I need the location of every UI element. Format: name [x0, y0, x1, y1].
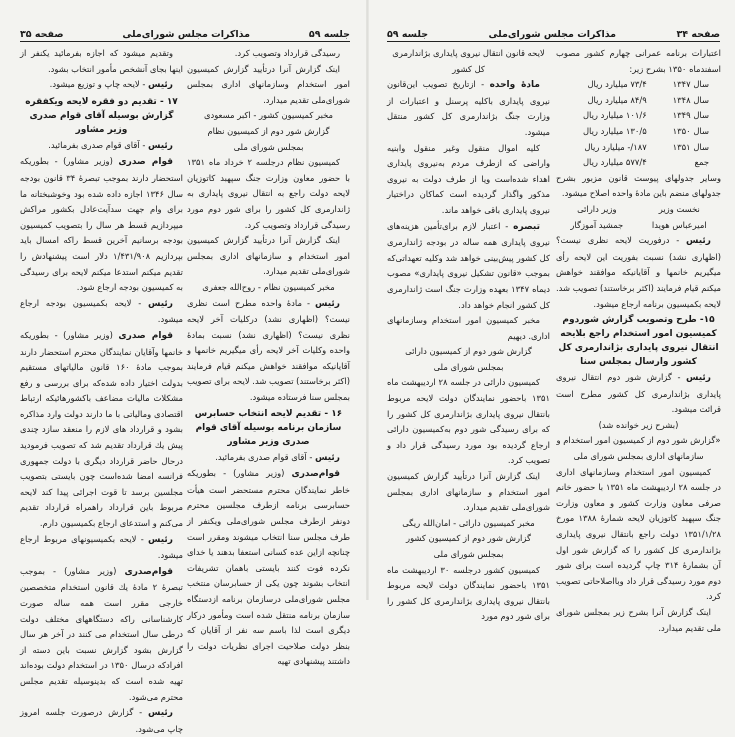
- page-35: [0, 0, 367, 734]
- budget-row: [556, 155, 721, 171]
- speaker-name: رئیس: [315, 452, 340, 463]
- agenda-heading: [20, 95, 183, 137]
- speaker-name: قوام‌صدری: [291, 469, 340, 480]
- paragraph-text: گزارش شور دوم از کمیسیون کشور: [406, 533, 531, 544]
- centered-line: [387, 516, 550, 532]
- paragraph: [387, 469, 550, 516]
- paragraph: [20, 46, 183, 77]
- paragraph-text: مخبر کمیسیون نظام - روح‌الله جعفری: [202, 281, 335, 292]
- speaker-name: رئیس: [315, 298, 340, 309]
- budget-amount: ۱۸۷/- میلیارد ریال: [584, 141, 647, 152]
- text-column-left: [387, 46, 550, 625]
- speaker-paragraph: [387, 219, 550, 314]
- speaker-name: رئیس: [148, 140, 173, 151]
- paragraph-text: (وزیر مشاور) - بطوریکه خاطر نمایندگان محترم مستحضر است هیأت حسابرسی برنامه ازطرف مجلسین محترم دونفر ازطرف مجلس شورای‌ملی ویکنفر از طرف مجلس سنا انتخاب میشوند ومقرر است چنانچه ازاین عده کسانی استعفا بدهند یا خدای نکرده فوت کنند بایستی باهمان تشریفات انتخاب بشوند چون یکی از حسابرسان منتخب مجلس شورای‌ملی درسازمان برنامه ازدستگاه سازمان برنامه منتقل شده است ومأمور درکار دیگری است لذا باسم سه نفر از آقایان که بنظر دولت صلاحیت اجرای نظریات دولت را داشتند پیشنهادی تهیه: [187, 468, 350, 667]
- paragraph-text: مخبر کمیسیون امور استخدام وسازمانهای اداری. دیهیم: [387, 315, 550, 341]
- budget-year: سال ۱۳۵۰: [672, 125, 709, 136]
- speaker-name: قوام صدری: [118, 330, 173, 341]
- budget-amount: ۸۴/۹ میلیارد ریال: [587, 94, 647, 105]
- paragraph-text: لایحه قانون انتقال نیروی پایداری بژاندارمری کل کشور: [392, 48, 545, 74]
- signatures: [556, 202, 721, 233]
- paragraph-text: - لایحه بکمیسیون بودجه ارجاع میشود.: [20, 297, 183, 325]
- text-column-right: [187, 46, 350, 670]
- speaker-paragraph: [387, 77, 550, 140]
- budget-amount: ۷۳/۴ میلیارد ریال: [587, 79, 647, 90]
- centered-line: [387, 344, 550, 360]
- speaker-name: رئیس: [686, 373, 711, 384]
- signatory-title: نخست وزیر: [658, 203, 700, 214]
- budget-amount: ۱۰۱/۶ میلیارد ریال: [582, 110, 647, 121]
- text-column-left: [20, 46, 183, 737]
- paragraph-text: (وزیر مشاور) - بطوریکه خانمها وآقایان نمایندگان محترم استحضار دارند بموجب مادهٔ ۱۶۰ قانون مالیاتهای مستقیم بدولت اختیار داده شده‌که برای بررسی و رفع مشکلات مالیات مضاعف باکشورهائیکه ارتباط اقتصادی ومالیاتی با ما دارند دولت وارد مذاکره بشود و قرارداد های لازم را منعقد سازد چندی پیش یك قرارداد تقدیم شد که تصویب فرمودید درحال حاضر قرارداد دیگری با دولت جمهوری فرانسه امضا شده‌است چون بایستی بتصویب مجلسین برسد تا قوت اجرائی پیدا کند لایحه مربوط باین قرارداد راهمراه قرارداد تقدیم می‌کنم و استدعای ارجاع بکمیسیون دارم.: [20, 329, 183, 529]
- signature-block: [652, 202, 707, 233]
- text-column-right: [556, 46, 721, 636]
- paragraph-text: - لایحه چاپ و توزیع میشود.: [49, 79, 149, 90]
- paragraph-text: - گزارش درصورت جلسه امروز چاپ می‌شود.: [20, 707, 183, 734]
- budget-year: سال ۱۳۴۸: [672, 94, 709, 105]
- paragraph-text: وتقدیم میشود که اجازه بفرمائید یکنفر از اینها بجای آنشخص مأمور انتخاب بشود.: [20, 48, 183, 74]
- paragraph-text: اینک گزارش آنرا بشرح زیر بمجلس شورای ملی تقدیم میدارد.: [556, 607, 721, 633]
- paragraph-text: گزارش شور دوم از کمیسیون دارائی: [405, 346, 532, 357]
- paragraph-text: - ازتاریخ تصویب این‌قانون نیروی پایداری باکلیه پرسنل و اعتبارات از وزارت جنگ بژاندارمری کل کشور منتقل میشود.: [387, 79, 550, 137]
- speaker-paragraph: [556, 233, 721, 312]
- budget-intro: اعتبارات برنامه عمرانی چهارم کشور مصوب اسفندماه ۱۳۵۰ بشرح زیر:: [556, 48, 721, 74]
- speaker-paragraph: [20, 705, 183, 737]
- centered-line: [387, 547, 550, 563]
- paragraph-text: گزارش شور دوم از کمیسیون نظام: [207, 125, 330, 136]
- paragraph-text: بمجلس شورای ملی: [233, 141, 304, 152]
- speaker-name: مادهٔ واحده: [489, 80, 541, 91]
- speaker-paragraph: [20, 532, 183, 564]
- agenda-heading: [556, 313, 721, 369]
- paragraph-text: ۱۵- طرح وتصویب گزارش شوردوم کمیسیون امور استخدام راجع بلایحه انتقال نیروی پایداری بژاندارمری کل کشور وارسال بمجلس سنا: [558, 315, 719, 368]
- paragraph-text: مخبر کمیسیون کشور - اکبر مسعودی: [203, 110, 334, 121]
- speaker-paragraph: [20, 77, 183, 94]
- signatory-title: وزیر دارائی: [577, 203, 617, 214]
- paragraph-text: (بشرح زیر خوانده شد): [598, 419, 679, 430]
- paragraph-text: - مادهٔ واحده مطرح است نظری نیست؟ (اظهاری نشد) درکلیات آخر لایحه نظری نیست؟ (اظهاری نشد) نسبت بمادهٔ واحده وکلیات آخر لایحه رأی میگیریم خانمها و آقایانیکه موافقند خواهش میکنم قیام فرمایند (اکثر برخاستند) تصویب شد. لایحه برای تصویب بمجلس سنا فرستاده میشود.: [187, 297, 350, 403]
- page-header: [20, 28, 350, 42]
- paragraph: [187, 62, 350, 109]
- budget-year: جمع: [694, 157, 709, 168]
- speaker-paragraph: [556, 370, 721, 418]
- speaker-paragraph: [20, 564, 183, 705]
- paragraph: [556, 465, 721, 605]
- paragraph: [187, 46, 350, 62]
- paragraph-text: - گزارش شور دوم انتقال نیروی پایداری بژاندارمری کل کشور مطرح است قرائت میشود.: [556, 372, 721, 415]
- paragraph-text: (وزیر مشاور) - بموجب تبصرهٔ ۲ مادهٔ یك قانون استخدام متخصصین خارجی مقرر است همه ساله صورت کارشناسانی راکه دستگاههای مختلف دولت درطی سال استخدام می کنند در آخر هر سال گزارش بشود گزارش نسبت باین دسته از افرادکه درسال ۱۳۵۰ در استخدام دولت بوده‌اند تهیه شده است که بدینوسیله تقدیم مجلس محترم می‌شود.: [20, 565, 183, 702]
- paragraph: [387, 313, 550, 344]
- paragraph-text: - آقای قوام صدری بفرمائید.: [48, 139, 149, 150]
- paragraph-text: کمیسیون امور استخدام وسازمانهای اداری در جلسه ۲۸ اردیبهشت ماه ۱۳۵۱ با حضور خانم صرفی معاون وزارت کشور و معاون وزارت جنگ سپهبد کاتوزیان لایحه شمارهٔ ۱۳۸۸ مورخ ۱۳۵۱/۱/۲۸ دولت راجع بانتقال نیروی پایداری بژاندارمری کل کشور را که گزارش شور اول آن بشمارهٔ ۳۱۴ چاپ گردیده است برای شور دوم مورد رسیدگی قرار داد وبااصلاحاتی تصویب کرد.: [556, 466, 721, 602]
- paragraph-text: کلیه اموال منقول وغیر منقول وابنیه واراضی که ازطرف مردم به‌نیروی پایداری اهداء شده‌است ویا از طرف دولت به نیروی مذکور واگذار گردیده است کماکان دراختیار نیروی پایداری باقی خواهد ماند.: [387, 142, 550, 215]
- budget-amount: ۱۳۰/۵ میلیارد ریال: [582, 125, 647, 136]
- budget-amount: ۵۷۷/۴ میلیارد ریال: [582, 157, 647, 168]
- running-title: مذاکرات مجلس شورای‌ملی: [488, 29, 617, 40]
- paragraph: [387, 375, 550, 469]
- speaker-name: قوام‌صدری: [124, 566, 173, 577]
- paragraph-text: بمجلس شورای ملی: [433, 549, 504, 559]
- speaker-paragraph: [20, 154, 183, 295]
- budget-year: سال ۱۳۴۷: [672, 79, 709, 90]
- speaker-name: رئیس: [686, 236, 711, 247]
- paragraph-text: - درفوریت لایحه نظری نیست؟ (اظهاری نشد) نسبت بفوریت این لایحه رأی میگیریم خانمها و آقایانیکه موافقند خواهش میکنم قیام فرمایند (اکثر برخاستند) تصویب شد. لایحه بکمیسیون برنامه ارجاع میشود.: [556, 235, 721, 309]
- speaker-paragraph: [187, 296, 350, 406]
- centered-line: [187, 108, 350, 124]
- speaker-paragraph: [20, 328, 183, 532]
- paragraph-text: بمجلس شورای ملی: [433, 361, 504, 372]
- budget-row: [556, 140, 721, 156]
- speaker-name: رئیس: [148, 80, 173, 91]
- centered-line: [556, 418, 721, 434]
- paragraph-text: اینک گزارش آنرا درتأیید گزارش کمیسیون امور استخدام و سازمانهای اداری بمجلس شورای‌ملی تقدیم میدارد.: [187, 235, 350, 277]
- paragraph: [387, 141, 550, 219]
- paragraph-text: (وزیر مشاور) - بطوریکه استحضار دارند بموجب تبصرهٔ ۳۴ قانون بودجه سال ۱۳۴۶ اجازه داده شده بود وخوشبختانه ما برای وام جهت سدآیت‌عادل بکشور مراکش میپردازیم قسط هر سال را بتصویب کمیسیون بودجه برسانیم آخرین قسط راکه امسال باید بپردازیم ۱/۴۳۱/۹۰۸ دلار است پیشنهادش را تقدیم میکنم استدعا میکنم لایحه برای رسیدگی به کمیسیون بودجه ارجاع شود.: [20, 156, 183, 293]
- speaker-paragraph: [187, 466, 350, 670]
- paragraph-text: مخبر کمیسیون دارائی - امان‌الله ریگی: [402, 517, 535, 528]
- speaker-paragraph: [187, 450, 350, 467]
- signatory-name: جمشید آموزگار: [570, 219, 624, 230]
- paragraph-text: ۱۷ - تقدیم دو فقره لایحه ویکفقره گزارش بوسیله آقای قوام صدری وزیر مشاور: [25, 96, 178, 135]
- paragraph: [387, 563, 550, 625]
- budget-row: [556, 77, 721, 93]
- paragraph-text: - لایحه بکمیسیونهای مربوط ارجاع میشود.: [20, 533, 183, 561]
- speaker-paragraph: [20, 296, 183, 328]
- session-number: جلسه ۵۹: [308, 29, 350, 40]
- page-header: [387, 28, 720, 42]
- budget-note: وسایر جدولهای پیوست قانون مزبور بشرح جدولهای منضم باین مادهٔ واحده اصلاح میشود.: [556, 172, 721, 199]
- paragraph-text: کمیسیون دارائی در جلسه ۲۸ اردیبهشت ماه ۱۳۵۱ باحضور نمایندگان دولت لایحه مربوط بانتقال نیروی پایداری بژاندارمری کل کشور را که برای رسیدگی شور دوم به‌کمیسیون دارائی ارجاع گردیده بود مورد رسیدگی قرار داد و تصویب کرد.: [387, 377, 550, 466]
- speaker-name: رئیس: [148, 708, 173, 719]
- signatory-name: امیرعباس هویدا: [651, 219, 707, 230]
- budget-row: [556, 93, 721, 109]
- proceedings-text: [556, 233, 721, 636]
- paragraph-text: اینک گزارش آنرا درتأیید گزارش کمیسیون امور استخدام وسازمانهای اداری بمجلس شورای‌ملی تقدیم میدارد.: [187, 63, 350, 105]
- signature-block: [570, 202, 623, 233]
- budget-year: سال ۱۳۴۹: [672, 110, 709, 121]
- paragraph-text: اینک گزارش آنرا درتأیید گزارش کمیسیون امور استخدام و سازمانهای اداری بمجلس شورای‌ملی تقدیم میدارد.: [387, 471, 550, 513]
- paragraph-text: کمیسیون نظام درجلسه ۲ خرداد ماه ۱۳۵۱ با حضور معاون وزارت جنگ سپهبد کاتوزیان لایحه دولت راجع به انتقال نیروی پایداری به ژاندارمری کل کشور را برای شور دوم مورد رسیدگی قرارداد وتصویب کرد.: [187, 157, 350, 230]
- speaker-name: قوام صدری: [118, 157, 173, 168]
- paragraph-text: کمیسیون کشور درجلسه ۳۰ اردیبهشت ماه ۱۳۵۱ باحضور نمایندگان دولت لایحه مربوط بانتقال نیروی پایداری بژاندارمری کل کشور را برای شور دوم مورد: [387, 564, 550, 622]
- centered-line: [387, 46, 550, 77]
- speaker-name: تبصره: [513, 221, 540, 232]
- speaker-paragraph: [20, 138, 183, 155]
- centered-line: [187, 280, 350, 296]
- paragraph: [556, 605, 721, 636]
- paragraph: [187, 233, 350, 280]
- paragraph: [187, 155, 350, 233]
- budget-table: [556, 77, 721, 171]
- agenda-heading: [187, 407, 350, 449]
- paragraph-text: - آقای قوام صدری بفرمائید.: [215, 451, 316, 462]
- centered-line: [187, 140, 350, 156]
- centered-line: [387, 360, 550, 376]
- budget-year: سال ۱۳۵۱: [672, 141, 709, 152]
- page-34: [370, 0, 735, 633]
- speaker-name: رئیس: [148, 298, 173, 309]
- paragraph-text: رسیدگی قرارداد وتصویب کرد.: [234, 48, 340, 58]
- page-number: صفحه ۳۴: [676, 29, 720, 40]
- running-title: مذاکرات مجلس شورای‌ملی: [122, 29, 251, 40]
- paragraph-text: ۱۶ - تقدیم لایحه انتخاب حسابرس سازمان برنامه بوسیله آقای قوام صدری وزیر مشاور: [194, 408, 343, 447]
- speaker-name: رئیس: [148, 534, 173, 545]
- centered-line: [556, 433, 721, 464]
- budget-row: [556, 108, 721, 124]
- centered-line: [187, 124, 350, 140]
- page-number: صفحه ۳۵: [20, 29, 64, 40]
- session-number: جلسه ۵۹: [387, 29, 429, 40]
- paragraph-text: «گزارش شور دوم از کمیسیون امور استخدام و سازمانهای اداری بمجلس شورای ملی: [556, 435, 721, 462]
- budget-row: [556, 124, 721, 140]
- paragraph-text: - اعتبار لازم برای‌تأمین هزینه‌های نیروی پایداری همه ساله در بودجه ژاندارمری کل کشور پیش‌بینی خواهد شد وکلیه تعهداتی‌که بموجب «قانون تشکیل نیروی پایداری» مصوب دیماه ۱۳۴۷ بعهده وزارت جنگ است ژاندارمری کل کشور انجام خواهد داد.: [387, 220, 550, 310]
- centered-line: [387, 531, 550, 547]
